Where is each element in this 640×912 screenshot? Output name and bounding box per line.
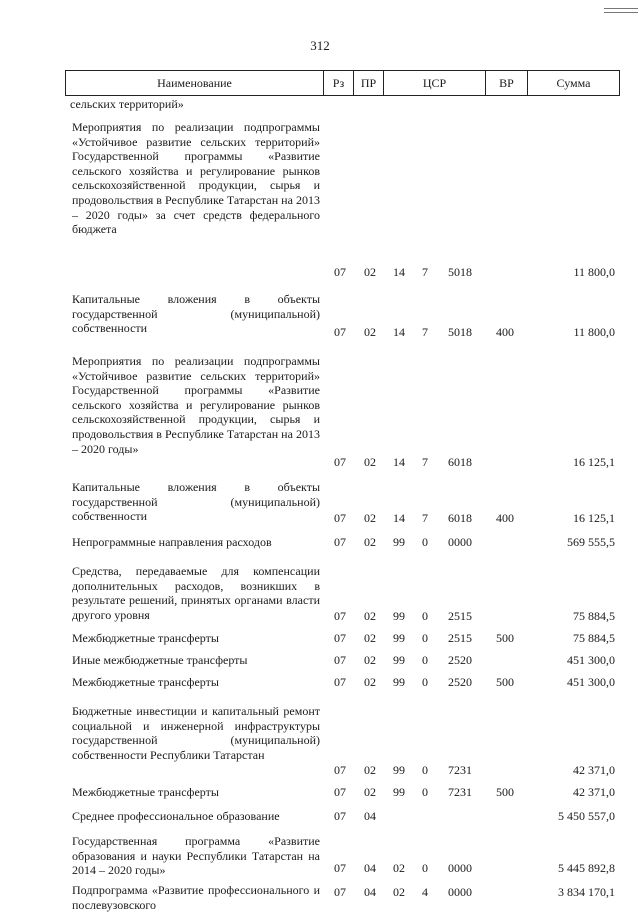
row-name: Капитальные вложения в объекты государственной (муниципальной) собственности: [72, 480, 320, 524]
row-csr-program: 99: [393, 785, 405, 800]
header-rz: Рз: [324, 71, 354, 95]
header-sum: Сумма: [556, 76, 591, 90]
row-rz: 07: [334, 675, 346, 690]
row-csr-subprogram: 4: [422, 885, 428, 900]
table-row: [0, 120, 640, 280]
row-csr-subprogram: 0: [422, 609, 428, 624]
row-pr: 04: [364, 809, 376, 824]
row-csr-program: 99: [393, 763, 405, 778]
row-csr-subprogram: 7: [422, 265, 428, 280]
row-sum: 451 300,0: [567, 675, 615, 690]
row-sum: 75 884,5: [573, 609, 615, 624]
row-name: Государственная программа «Развитие образования и науки Республики Татарстан на 2014 – 2020 годы»: [72, 834, 320, 878]
table-row: [0, 778, 640, 800]
row-sum: 5 450 557,0: [558, 809, 615, 824]
row-csr-program: 99: [393, 653, 405, 668]
row-csr-subprogram: 0: [422, 675, 428, 690]
table-row: [0, 668, 640, 690]
row-csr-subprogram: 0: [422, 785, 428, 800]
row-name: Непрограммные направления расходов: [72, 535, 272, 549]
table-row: [0, 800, 640, 824]
row-name: Средства, передаваемые для компенсации дополнительных расходов, возникших в результате решений, принятых органами власти другого уровня: [72, 564, 320, 622]
row-sum: 11 800,0: [573, 325, 615, 340]
header-pr: ПР: [354, 71, 384, 95]
row-vr: 400: [496, 511, 514, 526]
row-csr-subprogram: 0: [422, 653, 428, 668]
row-csr-item: 2520: [448, 653, 472, 668]
table-row: [0, 824, 640, 876]
row-csr-item: 6018: [448, 511, 472, 526]
corner-mark: [604, 8, 638, 9]
row-csr-item: 2515: [448, 631, 472, 646]
row-name: Мероприятия по реализации подпрограммы «Устойчивое развитие сельских территорий» Государственной программы «Развитие сельского хозяйства и регулирование рынков сельскохозяйственной продукции, сырья и продовольствия в Республике Татарстан на 2013 – 2020 годы» за счет средств федерального бюджета: [72, 120, 320, 237]
row-csr-item: 0000: [448, 885, 472, 900]
row-csr-item: 6018: [448, 455, 472, 470]
row-sum: 75 884,5: [573, 631, 615, 646]
row-rz: 07: [334, 763, 346, 778]
row-csr-program: 14: [393, 455, 405, 470]
row-pr: 02: [364, 455, 376, 470]
row-csr-subprogram: 7: [422, 455, 428, 470]
row-pr: 02: [364, 763, 376, 778]
row-sum: 16 125,1: [573, 511, 615, 526]
row-csr-program: 99: [393, 535, 405, 550]
row-pr: 02: [364, 535, 376, 550]
row-pr: 04: [364, 861, 376, 876]
row-sum: 42 371,0: [573, 785, 615, 800]
row-sum: 451 300,0: [567, 653, 615, 668]
row-csr-item: 2520: [448, 675, 472, 690]
header-csr: ЦСР: [384, 71, 486, 95]
row-rz: 07: [334, 631, 346, 646]
header-vr: ВР: [486, 71, 528, 95]
row-pr: 02: [364, 631, 376, 646]
row-csr-program: 14: [393, 265, 405, 280]
row-rz: 07: [334, 653, 346, 668]
row-csr-program: 99: [393, 631, 405, 646]
row-sum: 16 125,1: [573, 455, 615, 470]
row-csr-item: 0000: [448, 535, 472, 550]
row-rz: 07: [334, 511, 346, 526]
row-sum: 569 555,5: [567, 535, 615, 550]
header-name: Наименование: [66, 71, 324, 95]
row-csr-item: 0000: [448, 861, 472, 876]
row-csr-program: 14: [393, 511, 405, 526]
table-row: [0, 646, 640, 668]
row-csr-item: 7231: [448, 785, 472, 800]
table-row: [0, 526, 640, 550]
row-csr-subprogram: 7: [422, 511, 428, 526]
row-csr-item: 5018: [448, 325, 472, 340]
row-rz: 07: [334, 809, 346, 824]
table-row: [0, 876, 640, 912]
row-vr: 500: [496, 785, 514, 800]
row-vr: 500: [496, 675, 514, 690]
table-header: [65, 70, 620, 96]
row-vr: 500: [496, 631, 514, 646]
row-csr-program: 02: [393, 885, 405, 900]
row-csr-subprogram: 7: [422, 325, 428, 340]
table-row: [0, 96, 640, 120]
row-rz: 07: [334, 609, 346, 624]
row-rz: 07: [334, 861, 346, 876]
row-pr: 02: [364, 675, 376, 690]
row-csr-item: 2515: [448, 609, 472, 624]
row-csr-subprogram: 0: [422, 631, 428, 646]
row-csr-subprogram: 0: [422, 861, 428, 876]
row-sum: 11 800,0: [573, 265, 615, 280]
row-sum: 42 371,0: [573, 763, 615, 778]
table-row: [0, 280, 640, 340]
row-name: Межбюджетные трансферты: [72, 785, 219, 799]
row-name: Межбюджетные трансферты: [72, 675, 219, 689]
row-csr-program: 02: [393, 861, 405, 876]
row-pr: 02: [364, 653, 376, 668]
table-row: [0, 550, 640, 624]
row-name: Иные межбюджетные трансферты: [72, 653, 248, 667]
row-name: Капитальные вложения в объекты государственной (муниципальной) собственности: [72, 292, 320, 336]
row-csr-program: 99: [393, 675, 405, 690]
table-row: [0, 340, 640, 470]
table-row: [0, 690, 640, 778]
row-sum: 3 834 170,1: [558, 885, 615, 900]
row-pr: 04: [364, 885, 376, 900]
table-row: [0, 624, 640, 646]
row-csr-item: 7231: [448, 763, 472, 778]
row-rz: 07: [334, 785, 346, 800]
row-rz: 07: [334, 325, 346, 340]
row-name: Подпрограмма «Развитие профессионального и послевузовского: [72, 883, 320, 912]
row-csr-item: 5018: [448, 265, 472, 280]
row-csr-subprogram: 0: [422, 763, 428, 778]
row-name: Мероприятия по реализации подпрограммы «Устойчивое развитие сельских территорий» Государственной программы «Развитие сельского хозяйства и регулирование рынков сельскохозяйственной продукции, сырья и продовольствия в Республике Татарстан на 2013 – 2020 годы»: [72, 354, 320, 456]
row-pr: 02: [364, 325, 376, 340]
row-pr: 02: [364, 511, 376, 526]
corner-mark: [604, 12, 638, 13]
row-csr-program: 99: [393, 609, 405, 624]
row-sum: 5 445 892,8: [558, 861, 615, 876]
row-pr: 02: [364, 609, 376, 624]
row-rz: 07: [334, 265, 346, 280]
row-name: Среднее профессиональное образование: [72, 809, 280, 823]
page-number: 312: [310, 38, 330, 53]
row-rz: 07: [334, 455, 346, 470]
row-pr: 02: [364, 785, 376, 800]
row-pr: 02: [364, 265, 376, 280]
table-row: [0, 470, 640, 526]
row-name: Бюджетные инвестиции и капитальный ремонт социальной и инженерной инфраструктуры государственной (муниципальной) собственности Республики Татарстан: [72, 704, 320, 762]
row-csr-program: 14: [393, 325, 405, 340]
row-name: Межбюджетные трансферты: [72, 631, 219, 645]
budget-table-body: [0, 96, 640, 912]
row-rz: 07: [334, 535, 346, 550]
row-name: сельских территорий»: [70, 97, 184, 111]
row-rz: 07: [334, 885, 346, 900]
row-csr-subprogram: 0: [422, 535, 428, 550]
row-vr: 400: [496, 325, 514, 340]
